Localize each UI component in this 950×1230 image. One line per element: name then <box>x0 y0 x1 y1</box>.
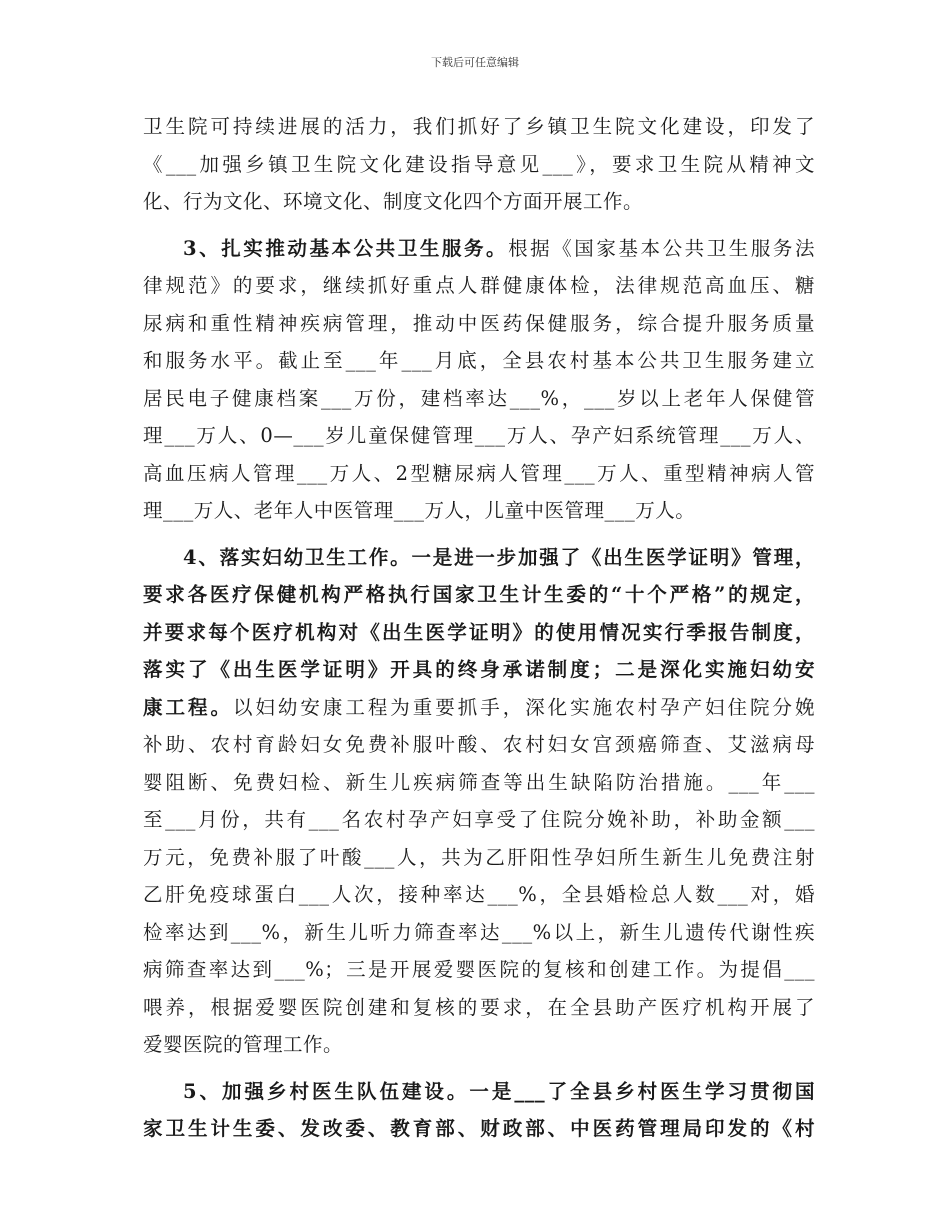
text-line <box>143 614 815 652</box>
text-span: 尿病和重性精神疾病管理，推动中医药保健服务，综合提升服务质量 <box>143 311 815 335</box>
bold-text: 并要求每个医疗机构对《出生医学证明》的使用情况实行季报告制度， <box>143 620 815 644</box>
text-line <box>143 455 815 493</box>
paragraph <box>143 1073 815 1148</box>
text-span: 卫生院可持续进展的活力，我们抓好了乡镇卫生院文化建设，印发了 <box>143 115 815 138</box>
text-line <box>143 1026 815 1064</box>
text-span: 高血压病人管理___万人、2型糖尿病人管理___万人、重型精神病人管 <box>143 461 815 485</box>
text-line <box>143 1073 815 1111</box>
text-span: 以妇幼安康工程为重要抓手，深化实施农村孕产妇住院分娩 <box>232 695 815 719</box>
text-span: 居民电子健康档案___万份，建档率达___%，___岁以上老年人保健管 <box>143 386 815 410</box>
bold-text: 要求各医疗保健机构严格执行国家卫生计生委的“十个严格”的规定， <box>143 583 815 606</box>
paragraph-gap <box>143 1064 815 1073</box>
text-line <box>143 267 815 305</box>
text-span: 律规范》的要求，继续抓好重点人群健康体检，法律规范高血压、糖 <box>143 274 815 297</box>
paragraph <box>143 230 815 530</box>
text-line <box>143 576 815 614</box>
text-line <box>143 183 815 221</box>
text-span: 爱婴医院的管理工作。 <box>143 1033 344 1056</box>
text-line <box>143 689 815 727</box>
text-line <box>143 651 815 689</box>
text-span: 补助、农村育龄妇女免费补服叶酸、农村妇女宫颈癌筛查、艾滋病母 <box>143 733 815 756</box>
text-line <box>143 839 815 877</box>
paragraph <box>143 539 815 1064</box>
text-span: 婴阻断、免费妇检、新生儿疾病筛查等出生缺陷防治措施。___年___ <box>143 770 815 794</box>
bold-text: 5、加强乡村医生队伍建设。一是___了全县乡村医生学习贯彻国 <box>183 1079 815 1103</box>
text-line <box>143 146 815 184</box>
text-line <box>143 764 815 802</box>
text-span: 乙肝免疫球蛋白___人次，接种率达___%，全县婚检总人数___对，婚 <box>143 883 815 906</box>
bold-text: 落实了《出生医学证明》开具的终身承诺制度；二是深化实施妇幼安 <box>143 658 815 681</box>
text-line <box>143 342 815 380</box>
text-line <box>143 951 815 989</box>
text-line <box>143 417 815 455</box>
text-line <box>143 380 815 418</box>
text-line <box>143 1110 815 1148</box>
text-span: 和服务水平。截止至___年___月底，全县农村基本公共卫生服务建立 <box>143 349 815 372</box>
text-line <box>143 305 815 343</box>
page-header: 下载后可任意编辑 <box>431 56 519 69</box>
text-span: 检率达到___%，新生儿听力筛查率达___%以上，新生儿遗传代谢性疾 <box>143 920 815 944</box>
text-line <box>143 492 815 530</box>
text-line <box>143 801 815 839</box>
text-span: 理___万人、0—___岁儿童保健管理___万人、孕产妇系统管理___万人、 <box>143 424 815 447</box>
paragraph-gap <box>143 530 815 539</box>
text-line <box>143 989 815 1027</box>
text-line <box>143 914 815 952</box>
bold-text: 康工程。 <box>143 695 233 719</box>
bold-text: 家卫生计生委、发改委、教育部、财政部、中医药管理局印发的《村 <box>143 1117 815 1140</box>
text-span: 《___加强乡镇卫生院文化建设指导意见___》，要求卫生院从精神文 <box>143 152 815 176</box>
text-line <box>143 230 815 268</box>
text-line <box>143 108 815 146</box>
text-span: 万元，免费补服了叶酸___人，共为乙肝阳性孕妇所生新生儿免费注射 <box>143 845 815 869</box>
text-line <box>143 539 815 577</box>
text-span: 理___万人、老年人中医管理___万人，儿童中医管理___万人。 <box>143 499 696 522</box>
text-span: 化、行为文化、环境文化、制度文化四个方面开展工作。 <box>143 190 644 213</box>
paragraph-gap <box>143 221 815 230</box>
bold-text: 3、扎实推动基本公共卫生服务。 <box>183 236 509 260</box>
text-line <box>143 876 815 914</box>
text-span: 至___月份，共有___名农村孕产妇享受了住院分娩补助，补助金额___ <box>143 808 815 831</box>
bold-text: 4、落实妇幼卫生工作。一是进一步加强了《出生医学证明》管理， <box>183 545 815 569</box>
text-line <box>143 726 815 764</box>
document-body <box>143 108 815 1148</box>
text-span: 病筛查率达到___%；三是开展爱婴医院的复核和创建工作。为提倡___ <box>143 958 815 981</box>
text-span: 喂养，根据爱婴医院创建和复核的要求，在全县助产医疗机构开展了 <box>143 995 815 1019</box>
paragraph <box>143 108 815 221</box>
text-span: 根据《国家基本公共卫生服务法 <box>508 236 815 260</box>
